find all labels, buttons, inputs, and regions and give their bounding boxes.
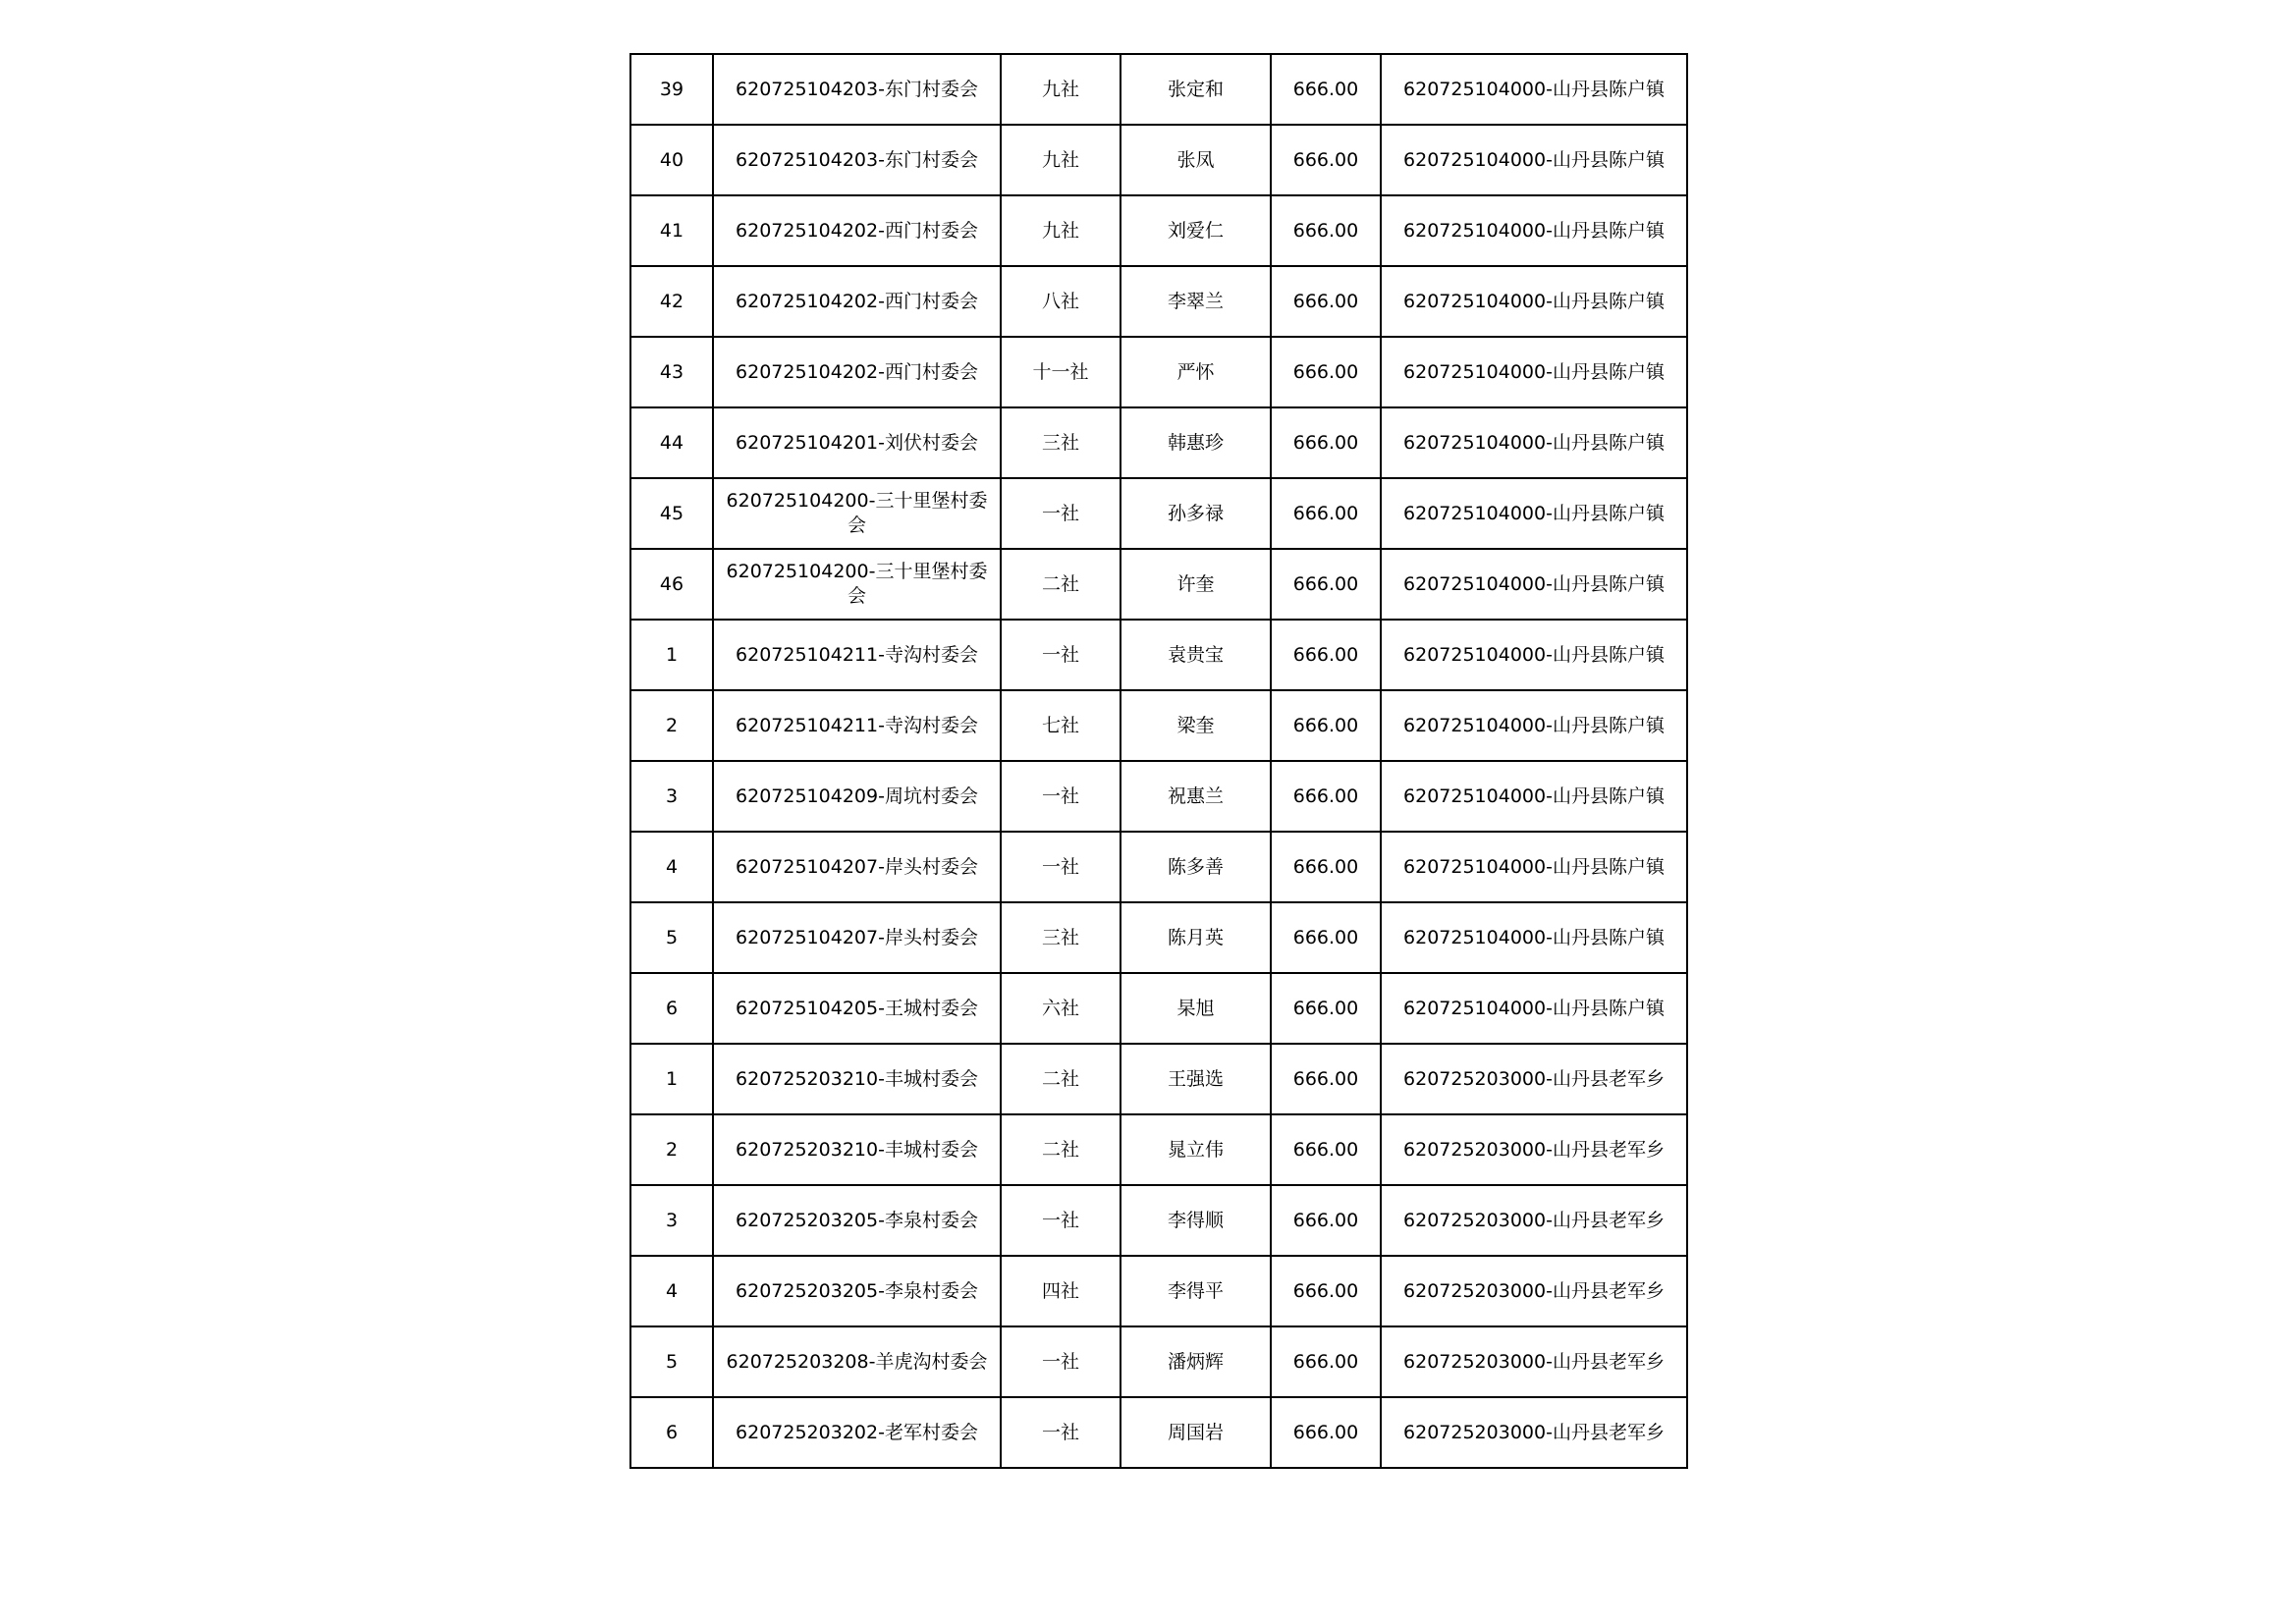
township-cell: 620725104000-山丹县陈户镇: [1381, 266, 1687, 337]
township-cell: 620725203000-山丹县老军乡: [1381, 1044, 1687, 1114]
township-cell: 620725203000-山丹县老军乡: [1381, 1185, 1687, 1256]
township-cell: 620725104000-山丹县陈户镇: [1381, 54, 1687, 125]
village-committee-cell: 620725203208-羊虎沟村委会: [713, 1326, 1001, 1397]
village-committee-cell: 620725104205-王城村委会: [713, 973, 1001, 1044]
amount-cell: 666.00: [1271, 1114, 1381, 1185]
village-group-cell: 八社: [1001, 266, 1121, 337]
village-group-cell: 九社: [1001, 195, 1121, 266]
table-row: [630, 973, 1687, 1044]
village-committee-cell: 620725104202-西门村委会: [713, 195, 1001, 266]
row-index-cell: 5: [630, 1326, 713, 1397]
row-index-cell: 46: [630, 549, 713, 620]
table-row: [630, 266, 1687, 337]
person-name-cell: 王强选: [1121, 1044, 1271, 1114]
township-cell: 620725104000-山丹县陈户镇: [1381, 195, 1687, 266]
table-row: [630, 125, 1687, 195]
township-cell: 620725104000-山丹县陈户镇: [1381, 832, 1687, 902]
village-group-cell: 二社: [1001, 1044, 1121, 1114]
row-index-cell: 3: [630, 761, 713, 832]
amount-cell: 666.00: [1271, 125, 1381, 195]
person-name-cell: 袁贵宝: [1121, 620, 1271, 690]
village-group-cell: 一社: [1001, 761, 1121, 832]
amount-cell: 666.00: [1271, 832, 1381, 902]
table-row: [630, 690, 1687, 761]
row-index-cell: 45: [630, 478, 713, 549]
table-row: [630, 1185, 1687, 1256]
township-cell: 620725203000-山丹县老军乡: [1381, 1256, 1687, 1326]
table-row: [630, 1326, 1687, 1397]
village-group-cell: 三社: [1001, 902, 1121, 973]
table-row: [630, 1044, 1687, 1114]
township-cell: 620725104000-山丹县陈户镇: [1381, 761, 1687, 832]
row-index-cell: 6: [630, 973, 713, 1044]
village-group-cell: 六社: [1001, 973, 1121, 1044]
village-committee-cell: 620725104207-岸头村委会: [713, 832, 1001, 902]
village-committee-cell: 620725104203-东门村委会: [713, 54, 1001, 125]
amount-cell: 666.00: [1271, 478, 1381, 549]
village-committee-cell: 620725104200-三十里堡村委会: [713, 549, 1001, 620]
village-committee-cell: 620725104203-东门村委会: [713, 125, 1001, 195]
township-cell: 620725203000-山丹县老军乡: [1381, 1326, 1687, 1397]
person-name-cell: 刘爱仁: [1121, 195, 1271, 266]
person-name-cell: 陈多善: [1121, 832, 1271, 902]
row-index-cell: 5: [630, 902, 713, 973]
person-name-cell: 张凤: [1121, 125, 1271, 195]
person-name-cell: 李得平: [1121, 1256, 1271, 1326]
row-index-cell: 43: [630, 337, 713, 407]
row-index-cell: 44: [630, 407, 713, 478]
village-group-cell: 一社: [1001, 620, 1121, 690]
person-name-cell: 周国岩: [1121, 1397, 1271, 1468]
village-group-cell: 一社: [1001, 1326, 1121, 1397]
amount-cell: 666.00: [1271, 407, 1381, 478]
row-index-cell: 2: [630, 690, 713, 761]
village-committee-cell: 620725104200-三十里堡村委会: [713, 478, 1001, 549]
amount-cell: 666.00: [1271, 1397, 1381, 1468]
amount-cell: 666.00: [1271, 337, 1381, 407]
table-row: [630, 337, 1687, 407]
table-row: [630, 478, 1687, 549]
amount-cell: 666.00: [1271, 195, 1381, 266]
table-row: [630, 1397, 1687, 1468]
row-index-cell: 3: [630, 1185, 713, 1256]
table-body: [630, 54, 1687, 1468]
amount-cell: 666.00: [1271, 690, 1381, 761]
village-group-cell: 四社: [1001, 1256, 1121, 1326]
table-row: [630, 832, 1687, 902]
village-committee-cell: 620725203205-李泉村委会: [713, 1185, 1001, 1256]
person-name-cell: 祝惠兰: [1121, 761, 1271, 832]
village-committee-cell: 620725104207-岸头村委会: [713, 902, 1001, 973]
township-cell: 620725104000-山丹县陈户镇: [1381, 973, 1687, 1044]
village-committee-cell: 620725203210-丰城村委会: [713, 1114, 1001, 1185]
person-name-cell: 晁立伟: [1121, 1114, 1271, 1185]
amount-cell: 666.00: [1271, 1185, 1381, 1256]
row-index-cell: 1: [630, 1044, 713, 1114]
village-committee-cell: 620725104202-西门村委会: [713, 266, 1001, 337]
village-group-cell: 十一社: [1001, 337, 1121, 407]
village-group-cell: 一社: [1001, 832, 1121, 902]
person-name-cell: 张定和: [1121, 54, 1271, 125]
amount-cell: 666.00: [1271, 549, 1381, 620]
township-cell: 620725104000-山丹县陈户镇: [1381, 125, 1687, 195]
table-row: [630, 1114, 1687, 1185]
person-name-cell: 韩惠珍: [1121, 407, 1271, 478]
table-row: [630, 761, 1687, 832]
village-group-cell: 二社: [1001, 549, 1121, 620]
village-committee-cell: 620725203210-丰城村委会: [713, 1044, 1001, 1114]
amount-cell: 666.00: [1271, 1044, 1381, 1114]
row-index-cell: 42: [630, 266, 713, 337]
amount-cell: 666.00: [1271, 266, 1381, 337]
township-cell: 620725104000-山丹县陈户镇: [1381, 337, 1687, 407]
person-name-cell: 梁奎: [1121, 690, 1271, 761]
person-name-cell: 潘炳辉: [1121, 1326, 1271, 1397]
table-row: [630, 1256, 1687, 1326]
village-committee-cell: 620725104202-西门村委会: [713, 337, 1001, 407]
village-group-cell: 二社: [1001, 1114, 1121, 1185]
amount-cell: 666.00: [1271, 54, 1381, 125]
row-index-cell: 6: [630, 1397, 713, 1468]
person-name-cell: 孙多禄: [1121, 478, 1271, 549]
row-index-cell: 39: [630, 54, 713, 125]
village-committee-cell: 620725104209-周坑村委会: [713, 761, 1001, 832]
village-committee-cell: 620725104201-刘伏村委会: [713, 407, 1001, 478]
village-committee-cell: 620725203205-李泉村委会: [713, 1256, 1001, 1326]
row-index-cell: 4: [630, 832, 713, 902]
row-index-cell: 41: [630, 195, 713, 266]
village-group-cell: 九社: [1001, 54, 1121, 125]
township-cell: 620725203000-山丹县老军乡: [1381, 1397, 1687, 1468]
village-committee-cell: 620725104211-寺沟村委会: [713, 620, 1001, 690]
table-row: [630, 407, 1687, 478]
person-name-cell: 李得顺: [1121, 1185, 1271, 1256]
township-cell: 620725104000-山丹县陈户镇: [1381, 478, 1687, 549]
table-row: [630, 549, 1687, 620]
person-name-cell: 李翠兰: [1121, 266, 1271, 337]
village-group-cell: 一社: [1001, 1185, 1121, 1256]
person-name-cell: 陈月英: [1121, 902, 1271, 973]
village-committee-cell: 620725104211-寺沟村委会: [713, 690, 1001, 761]
township-cell: 620725104000-山丹县陈户镇: [1381, 407, 1687, 478]
township-cell: 620725104000-山丹县陈户镇: [1381, 549, 1687, 620]
village-group-cell: 一社: [1001, 478, 1121, 549]
village-group-cell: 七社: [1001, 690, 1121, 761]
amount-cell: 666.00: [1271, 902, 1381, 973]
amount-cell: 666.00: [1271, 761, 1381, 832]
township-cell: 620725104000-山丹县陈户镇: [1381, 620, 1687, 690]
row-index-cell: 40: [630, 125, 713, 195]
village-group-cell: 九社: [1001, 125, 1121, 195]
township-cell: 620725203000-山丹县老军乡: [1381, 1114, 1687, 1185]
row-index-cell: 2: [630, 1114, 713, 1185]
table-row: [630, 54, 1687, 125]
village-group-cell: 一社: [1001, 1397, 1121, 1468]
table-row: [630, 902, 1687, 973]
village-committee-cell: 620725203202-老军村委会: [713, 1397, 1001, 1468]
table-row: [630, 195, 1687, 266]
person-name-cell: 许奎: [1121, 549, 1271, 620]
amount-cell: 666.00: [1271, 1326, 1381, 1397]
village-group-cell: 三社: [1001, 407, 1121, 478]
amount-cell: 666.00: [1271, 973, 1381, 1044]
person-name-cell: 杲旭: [1121, 973, 1271, 1044]
township-cell: 620725104000-山丹县陈户镇: [1381, 690, 1687, 761]
row-index-cell: 1: [630, 620, 713, 690]
row-index-cell: 4: [630, 1256, 713, 1326]
subsidy-roster-table: [629, 53, 1688, 1469]
amount-cell: 666.00: [1271, 620, 1381, 690]
person-name-cell: 严怀: [1121, 337, 1271, 407]
amount-cell: 666.00: [1271, 1256, 1381, 1326]
table-row: [630, 620, 1687, 690]
township-cell: 620725104000-山丹县陈户镇: [1381, 902, 1687, 973]
